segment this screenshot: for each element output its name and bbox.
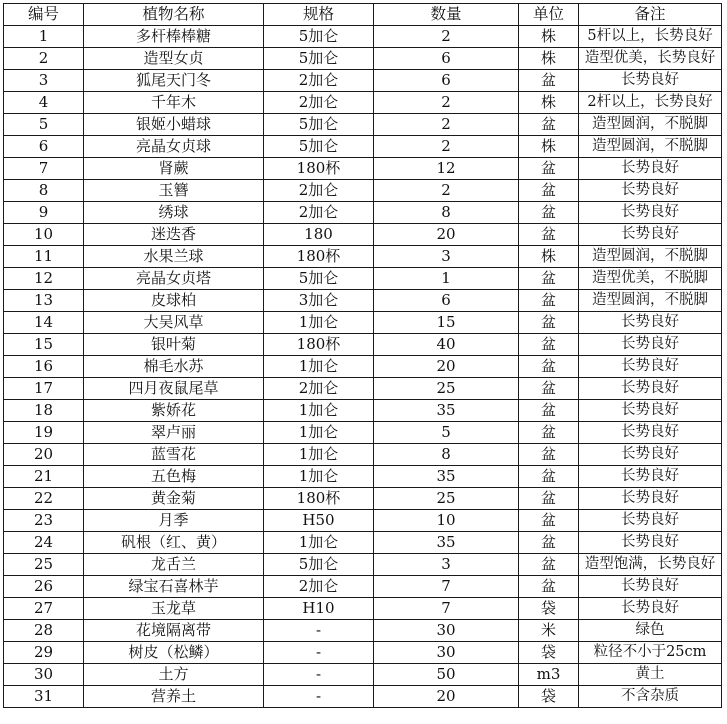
cell-number: 3 [4, 70, 84, 92]
cell-plant-name: 大吴风草 [84, 312, 264, 334]
cell-plant-name: 黄金菊 [84, 488, 264, 510]
cell-remarks: 长势良好 [579, 202, 722, 224]
cell-plant-name: 矾根（红、黄） [84, 532, 264, 554]
cell-number: 22 [4, 488, 84, 510]
cell-plant-name: 玉簪 [84, 180, 264, 202]
cell-spec: 1加仑 [264, 356, 374, 378]
table-row [4, 202, 722, 224]
cell-plant-name: 四月夜鼠尾草 [84, 378, 264, 400]
cell-unit: 株 [519, 48, 579, 70]
table-row [4, 444, 722, 466]
cell-number: 21 [4, 466, 84, 488]
cell-number: 27 [4, 598, 84, 620]
cell-plant-name: 肾蕨 [84, 158, 264, 180]
cell-plant-name: 土方 [84, 664, 264, 686]
cell-unit: 盆 [519, 488, 579, 510]
plant-table [3, 3, 722, 708]
cell-spec: 180杯 [264, 334, 374, 356]
cell-unit: 盆 [519, 114, 579, 136]
cell-quantity: 7 [374, 576, 519, 598]
cell-plant-name: 多杆棒棒糖 [84, 26, 264, 48]
table-row [4, 510, 722, 532]
cell-remarks: 长势良好 [579, 576, 722, 598]
table-row [4, 312, 722, 334]
table-row [4, 620, 722, 642]
cell-spec: - [264, 620, 374, 642]
cell-number: 30 [4, 664, 84, 686]
cell-spec: 2加仑 [264, 70, 374, 92]
cell-unit: 盆 [519, 334, 579, 356]
cell-spec: 1加仑 [264, 400, 374, 422]
cell-number: 14 [4, 312, 84, 334]
table-row [4, 686, 722, 708]
cell-number: 12 [4, 268, 84, 290]
cell-spec: 1加仑 [264, 312, 374, 334]
cell-quantity: 40 [374, 334, 519, 356]
cell-number: 15 [4, 334, 84, 356]
cell-unit: 盆 [519, 510, 579, 532]
cell-spec: 5加仑 [264, 114, 374, 136]
cell-quantity: 7 [374, 598, 519, 620]
cell-spec: 1加仑 [264, 444, 374, 466]
cell-spec: 3加仑 [264, 290, 374, 312]
table-row [4, 576, 722, 598]
header-plant-name: 植物名称 [84, 4, 264, 26]
cell-plant-name: 营养土 [84, 686, 264, 708]
cell-unit: 盆 [519, 422, 579, 444]
cell-unit: 盆 [519, 312, 579, 334]
cell-number: 16 [4, 356, 84, 378]
cell-plant-name: 翠卢丽 [84, 422, 264, 444]
cell-quantity: 6 [374, 290, 519, 312]
cell-quantity: 12 [374, 158, 519, 180]
cell-remarks: 长势良好 [579, 224, 722, 246]
cell-plant-name: 玉龙草 [84, 598, 264, 620]
cell-unit: 株 [519, 246, 579, 268]
table-row [4, 268, 722, 290]
cell-remarks: 长势良好 [579, 356, 722, 378]
table-row [4, 92, 722, 114]
cell-remarks: 长势良好 [579, 466, 722, 488]
cell-number: 18 [4, 400, 84, 422]
cell-remarks: 造型饱满，长势良好 [579, 554, 722, 576]
cell-plant-name: 绣球 [84, 202, 264, 224]
table-row [4, 378, 722, 400]
cell-plant-name: 千年木 [84, 92, 264, 114]
table-row [4, 48, 722, 70]
cell-remarks: 造型圆润，不脱脚 [579, 246, 722, 268]
cell-remarks: 长势良好 [579, 378, 722, 400]
cell-remarks: 不含杂质 [579, 686, 722, 708]
cell-plant-name: 龙舌兰 [84, 554, 264, 576]
cell-unit: 盆 [519, 356, 579, 378]
cell-plant-name: 花境隔离带 [84, 620, 264, 642]
cell-remarks: 2杆以上，长势良好 [579, 92, 722, 114]
cell-number: 7 [4, 158, 84, 180]
cell-unit: 米 [519, 620, 579, 642]
cell-spec: 5加仑 [264, 26, 374, 48]
cell-remarks: 长势良好 [579, 312, 722, 334]
cell-spec: 5加仑 [264, 554, 374, 576]
cell-number: 29 [4, 642, 84, 664]
cell-unit: 盆 [519, 158, 579, 180]
table-row [4, 598, 722, 620]
header-quantity: 数量 [374, 4, 519, 26]
cell-plant-name: 皮球柏 [84, 290, 264, 312]
cell-number: 2 [4, 48, 84, 70]
cell-spec: 2加仑 [264, 378, 374, 400]
cell-quantity: 30 [374, 620, 519, 642]
cell-spec: 2加仑 [264, 92, 374, 114]
cell-unit: 盆 [519, 532, 579, 554]
cell-spec: 2加仑 [264, 180, 374, 202]
header-row [4, 4, 722, 26]
table-row [4, 224, 722, 246]
cell-unit: m3 [519, 664, 579, 686]
cell-unit: 株 [519, 136, 579, 158]
cell-quantity: 2 [374, 180, 519, 202]
cell-quantity: 35 [374, 400, 519, 422]
cell-unit: 盆 [519, 400, 579, 422]
cell-remarks: 长势良好 [579, 532, 722, 554]
cell-spec: - [264, 642, 374, 664]
table-row [4, 400, 722, 422]
cell-remarks: 5杆以上，长势良好 [579, 26, 722, 48]
cell-plant-name: 紫娇花 [84, 400, 264, 422]
cell-plant-name: 月季 [84, 510, 264, 532]
cell-spec: 2加仑 [264, 202, 374, 224]
cell-quantity: 20 [374, 686, 519, 708]
cell-unit: 盆 [519, 202, 579, 224]
cell-spec: H10 [264, 598, 374, 620]
cell-remarks: 长势良好 [579, 598, 722, 620]
cell-number: 31 [4, 686, 84, 708]
cell-quantity: 35 [374, 532, 519, 554]
cell-unit: 盆 [519, 268, 579, 290]
cell-unit: 盆 [519, 466, 579, 488]
table-row [4, 422, 722, 444]
cell-quantity: 6 [374, 70, 519, 92]
header-remarks: 备注 [579, 4, 722, 26]
cell-quantity: 30 [374, 642, 519, 664]
cell-spec: 180杯 [264, 488, 374, 510]
table-row [4, 136, 722, 158]
cell-plant-name: 五色梅 [84, 466, 264, 488]
cell-quantity: 20 [374, 224, 519, 246]
cell-remarks: 长势良好 [579, 158, 722, 180]
cell-quantity: 8 [374, 202, 519, 224]
cell-remarks: 长势良好 [579, 488, 722, 510]
cell-spec: 1加仑 [264, 532, 374, 554]
cell-quantity: 2 [374, 114, 519, 136]
cell-unit: 袋 [519, 686, 579, 708]
cell-remarks: 造型优美，长势良好 [579, 48, 722, 70]
cell-quantity: 25 [374, 378, 519, 400]
cell-plant-name: 造型女贞 [84, 48, 264, 70]
cell-spec: 1加仑 [264, 466, 374, 488]
table-row [4, 356, 722, 378]
table-row [4, 334, 722, 356]
table-row [4, 246, 722, 268]
cell-number: 24 [4, 532, 84, 554]
cell-remarks: 长势良好 [579, 400, 722, 422]
cell-plant-name: 棉毛水苏 [84, 356, 264, 378]
cell-unit: 盆 [519, 180, 579, 202]
cell-plant-name: 树皮（松鳞） [84, 642, 264, 664]
cell-number: 25 [4, 554, 84, 576]
cell-spec: 5加仑 [264, 136, 374, 158]
cell-unit: 盆 [519, 554, 579, 576]
cell-quantity: 15 [374, 312, 519, 334]
cell-number: 6 [4, 136, 84, 158]
cell-remarks: 长势良好 [579, 422, 722, 444]
cell-unit: 盆 [519, 444, 579, 466]
cell-plant-name: 狐尾天门冬 [84, 70, 264, 92]
cell-unit: 盆 [519, 70, 579, 92]
cell-remarks: 黄土 [579, 664, 722, 686]
table-row [4, 664, 722, 686]
cell-remarks: 长势良好 [579, 70, 722, 92]
cell-number: 4 [4, 92, 84, 114]
cell-spec: - [264, 686, 374, 708]
cell-spec: 180杯 [264, 158, 374, 180]
cell-spec: 5加仑 [264, 268, 374, 290]
cell-spec: - [264, 664, 374, 686]
plant-list-sheet [3, 3, 721, 719]
cell-remarks: 造型圆润，不脱脚 [579, 114, 722, 136]
cell-spec: 5加仑 [264, 48, 374, 70]
table-row [4, 554, 722, 576]
cell-number: 13 [4, 290, 84, 312]
table-row [4, 26, 722, 48]
cell-number: 20 [4, 444, 84, 466]
cell-quantity: 6 [374, 48, 519, 70]
cell-remarks: 长势良好 [579, 334, 722, 356]
cell-plant-name: 绿宝石喜林芋 [84, 576, 264, 598]
table-body [4, 26, 722, 708]
cell-quantity: 2 [374, 26, 519, 48]
cell-quantity: 3 [374, 554, 519, 576]
cell-plant-name: 水果兰球 [84, 246, 264, 268]
cell-spec: 180 [264, 224, 374, 246]
cell-quantity: 8 [374, 444, 519, 466]
cell-number: 5 [4, 114, 84, 136]
cell-quantity: 5 [374, 422, 519, 444]
cell-remarks: 造型优美，不脱脚 [579, 268, 722, 290]
cell-unit: 盆 [519, 290, 579, 312]
header-number: 编号 [4, 4, 84, 26]
cell-unit: 株 [519, 26, 579, 48]
table-row [4, 290, 722, 312]
cell-quantity: 25 [374, 488, 519, 510]
table-header [4, 4, 722, 26]
cell-remarks: 造型圆润，不脱脚 [579, 136, 722, 158]
table-row [4, 158, 722, 180]
table-row [4, 642, 722, 664]
cell-unit: 盆 [519, 576, 579, 598]
cell-remarks: 长势良好 [579, 510, 722, 532]
cell-spec: H50 [264, 510, 374, 532]
cell-quantity: 1 [374, 268, 519, 290]
cell-plant-name: 银叶菊 [84, 334, 264, 356]
cell-unit: 盆 [519, 378, 579, 400]
cell-unit: 袋 [519, 598, 579, 620]
cell-remarks: 长势良好 [579, 444, 722, 466]
cell-plant-name: 迷迭香 [84, 224, 264, 246]
cell-number: 10 [4, 224, 84, 246]
table-row [4, 488, 722, 510]
cell-plant-name: 亮晶女贞球 [84, 136, 264, 158]
cell-quantity: 2 [374, 92, 519, 114]
cell-quantity: 50 [374, 664, 519, 686]
cell-remarks: 长势良好 [579, 180, 722, 202]
cell-quantity: 3 [374, 246, 519, 268]
table-row [4, 70, 722, 92]
cell-number: 17 [4, 378, 84, 400]
cell-number: 11 [4, 246, 84, 268]
cell-number: 23 [4, 510, 84, 532]
cell-quantity: 10 [374, 510, 519, 532]
cell-remarks: 绿色 [579, 620, 722, 642]
table-row [4, 532, 722, 554]
cell-spec: 180杯 [264, 246, 374, 268]
cell-quantity: 2 [374, 136, 519, 158]
cell-number: 1 [4, 26, 84, 48]
cell-number: 8 [4, 180, 84, 202]
cell-plant-name: 银姬小蜡球 [84, 114, 264, 136]
cell-spec: 2加仑 [264, 576, 374, 598]
cell-unit: 盆 [519, 224, 579, 246]
cell-unit: 株 [519, 92, 579, 114]
cell-plant-name: 蓝雪花 [84, 444, 264, 466]
cell-number: 26 [4, 576, 84, 598]
cell-unit: 袋 [519, 642, 579, 664]
table-row [4, 466, 722, 488]
header-unit: 单位 [519, 4, 579, 26]
cell-number: 19 [4, 422, 84, 444]
table-row [4, 114, 722, 136]
cell-number: 9 [4, 202, 84, 224]
cell-plant-name: 亮晶女贞塔 [84, 268, 264, 290]
cell-quantity: 20 [374, 356, 519, 378]
cell-number: 28 [4, 620, 84, 642]
table-row [4, 180, 722, 202]
header-spec: 规格 [264, 4, 374, 26]
cell-remarks: 造型圆润，不脱脚 [579, 290, 722, 312]
cell-remarks: 粒径不小于25cm [579, 642, 722, 664]
cell-spec: 1加仑 [264, 422, 374, 444]
cell-quantity: 35 [374, 466, 519, 488]
